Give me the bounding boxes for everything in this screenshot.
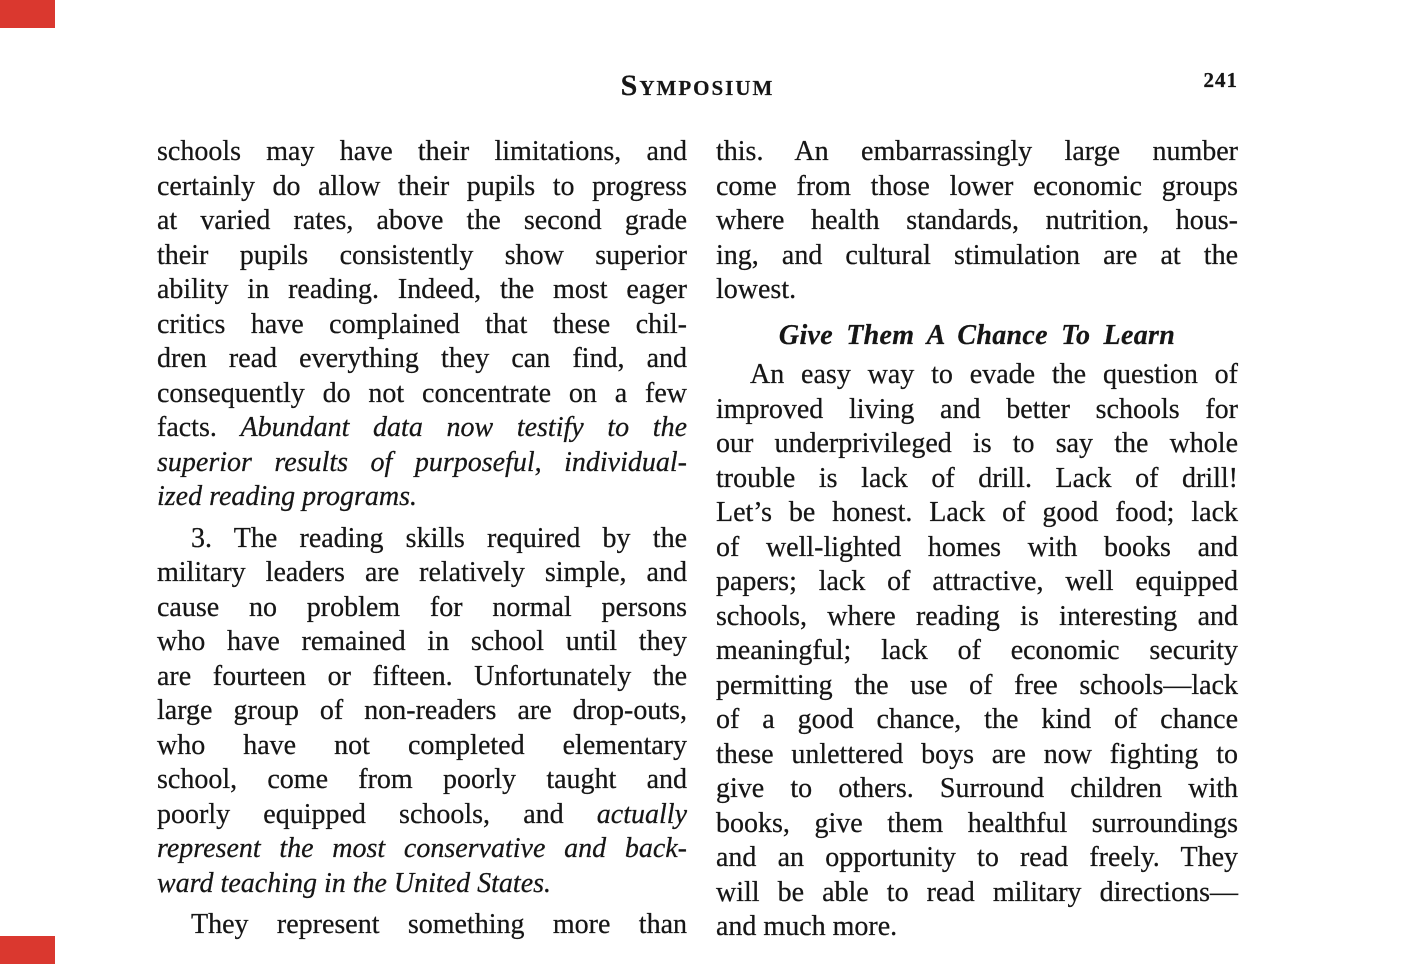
body-text: large group of non-readers are drop-outs, bbox=[157, 695, 687, 726]
body-text: improved living and better schools for bbox=[716, 393, 1238, 425]
body-text: military leaders are relatively simple, and bbox=[157, 557, 687, 588]
text-line bbox=[157, 308, 687, 343]
body-text: critics have complained that these chil- bbox=[157, 308, 687, 340]
text-line bbox=[716, 135, 1238, 170]
text-line bbox=[157, 591, 687, 626]
italic-text: Abundant data now testify to the bbox=[240, 412, 687, 443]
body-text: An easy way to evade the question of bbox=[750, 359, 1238, 390]
text-line bbox=[716, 876, 1238, 911]
text-line bbox=[157, 908, 687, 943]
text-line bbox=[716, 273, 1238, 308]
text-line bbox=[716, 738, 1238, 773]
body-text: cause no problem for normal persons bbox=[157, 591, 687, 623]
body-text: dren read everything they can find, and bbox=[157, 343, 687, 374]
text-line bbox=[157, 480, 687, 515]
body-text: school, come from poorly taught and bbox=[157, 764, 687, 795]
text-line bbox=[157, 377, 687, 412]
section-heading bbox=[716, 319, 1238, 354]
text-line bbox=[157, 798, 687, 833]
text-line bbox=[157, 694, 687, 729]
text-line bbox=[157, 342, 687, 377]
page-number: 241 bbox=[1203, 68, 1238, 92]
running-head-title: Symposium bbox=[620, 69, 775, 102]
text-line bbox=[157, 729, 687, 764]
paragraph bbox=[716, 135, 1238, 308]
body-text: meaningful; lack of economic security bbox=[716, 635, 1238, 666]
text-line bbox=[716, 910, 1238, 945]
body-text: trouble is lack of drill. Lack of drill! bbox=[716, 462, 1238, 494]
text-line bbox=[716, 565, 1238, 600]
body-text: ing, and cultural stimulation are at the bbox=[716, 239, 1238, 271]
paragraph bbox=[716, 358, 1238, 945]
text-line bbox=[157, 273, 687, 308]
text-line bbox=[157, 239, 687, 274]
column-right bbox=[716, 135, 1238, 945]
body-text: ability in reading. Indeed, the most eager bbox=[157, 274, 687, 305]
body-text: lowest. bbox=[716, 274, 797, 305]
body-text: where health standards, nutrition, hous- bbox=[716, 205, 1238, 236]
body-text: of a good chance, the kind of chance bbox=[716, 704, 1238, 735]
text-line bbox=[716, 841, 1238, 876]
body-text: of well-lighted homes with books and bbox=[716, 531, 1238, 563]
text-line bbox=[716, 496, 1238, 531]
text-line bbox=[716, 669, 1238, 704]
body-text: consequently do not concentrate on a few bbox=[157, 377, 687, 409]
paragraph bbox=[157, 135, 687, 515]
paragraph bbox=[157, 908, 687, 943]
italic-text: ward teaching in the United States. bbox=[157, 867, 552, 899]
text-line bbox=[716, 772, 1238, 807]
body-text: permitting the use of free schools—lack bbox=[716, 669, 1238, 701]
body-text: at varied rates, above the second grade bbox=[157, 205, 687, 236]
text-line bbox=[716, 358, 1238, 393]
body-text: and an opportunity to read freely. They bbox=[716, 842, 1238, 873]
text-line bbox=[157, 170, 687, 205]
red-corner-mark-bottom-left bbox=[0, 936, 55, 964]
italic-text: represent the most conservative and back- bbox=[157, 833, 687, 864]
text-line bbox=[157, 867, 687, 902]
text-line bbox=[157, 556, 687, 591]
body-text: their pupils consistently show superior bbox=[157, 239, 687, 271]
body-text: this. An embarrassingly large number bbox=[716, 136, 1238, 167]
text-line bbox=[157, 625, 687, 660]
italic-text: superior results of purposeful, individual- bbox=[157, 446, 687, 478]
red-corner-mark-top-left bbox=[0, 0, 55, 28]
text-line bbox=[716, 204, 1238, 239]
italic-text: actually bbox=[596, 798, 687, 830]
text-line bbox=[716, 807, 1238, 842]
body-text: Let’s be honest. Lack of good food; lack bbox=[716, 497, 1238, 528]
body-text: certainly do allow their pupils to progress bbox=[157, 170, 687, 202]
body-text: 3. The reading skills required by the bbox=[191, 522, 687, 554]
text-line bbox=[716, 462, 1238, 497]
body-text: are fourteen or fifteen. Unfortunately the bbox=[157, 660, 687, 692]
body-text: give to others. Surround children with bbox=[716, 773, 1238, 804]
text-line bbox=[716, 393, 1238, 428]
text-line bbox=[157, 832, 687, 867]
body-text: books, give them healthful surroundings bbox=[716, 807, 1238, 839]
body-text: schools may have their limitations, and bbox=[157, 136, 687, 167]
body-text: poorly equipped schools, and bbox=[157, 798, 597, 830]
body-text: who have not completed elementary bbox=[157, 729, 687, 761]
body-text: come from those lower economic groups bbox=[716, 170, 1238, 202]
body-text: will be able to read military directions— bbox=[716, 876, 1238, 908]
body-text: facts. bbox=[157, 412, 241, 443]
text-line bbox=[716, 170, 1238, 205]
text-line bbox=[157, 660, 687, 695]
text-line bbox=[157, 446, 687, 481]
body-text: Give Them A Chance To Learn bbox=[778, 319, 1176, 351]
body-text: They represent something more than bbox=[191, 909, 687, 940]
text-line bbox=[157, 135, 687, 170]
text-line bbox=[716, 319, 1238, 354]
text-line bbox=[716, 634, 1238, 669]
body-text: papers; lack of attractive, well equipped bbox=[716, 566, 1238, 597]
body-text: and much more. bbox=[716, 911, 898, 942]
text-line bbox=[716, 427, 1238, 462]
text-line bbox=[157, 522, 687, 557]
text-line bbox=[716, 531, 1238, 566]
paragraph bbox=[157, 522, 687, 902]
column-left bbox=[157, 135, 687, 943]
body-text: our underprivileged is to say the whole bbox=[716, 428, 1238, 459]
text-line bbox=[157, 411, 687, 446]
body-text: schools, where reading is interesting and bbox=[716, 600, 1238, 632]
text-line bbox=[157, 763, 687, 798]
italic-text: ized reading programs. bbox=[157, 481, 418, 512]
body-text: these unlettered boys are now fighting to bbox=[716, 738, 1238, 770]
body-text: who have remained in school until they bbox=[157, 626, 687, 657]
text-line bbox=[716, 239, 1238, 274]
text-line bbox=[716, 703, 1238, 738]
text-line bbox=[157, 204, 687, 239]
text-line bbox=[716, 600, 1238, 635]
